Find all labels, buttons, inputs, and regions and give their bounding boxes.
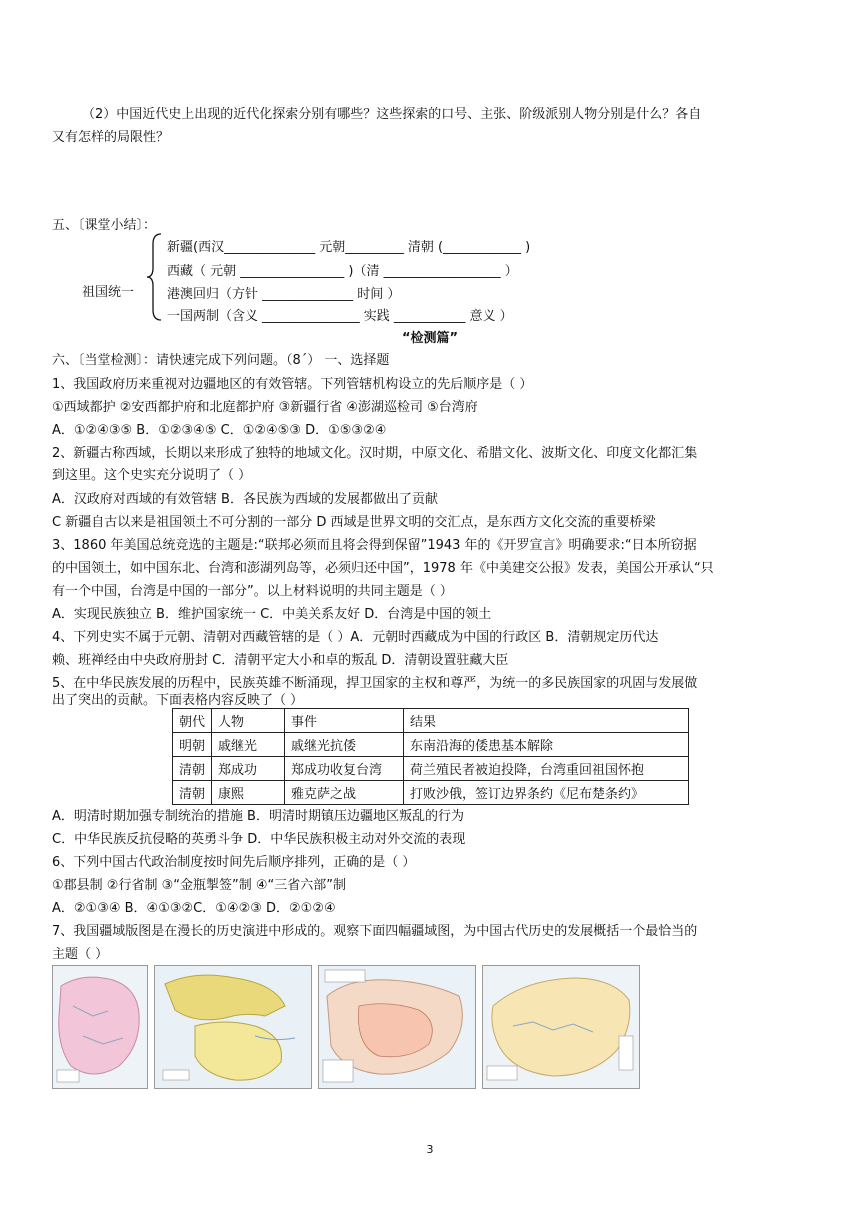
table-cell: 明朝 (173, 733, 212, 757)
table-cell: 郑成功收复台湾 (285, 757, 404, 781)
q2-stem-1: 2、新疆古称西域，长期以来形成了独特的地域文化。汉时期，中原文化、希腊文化、波斯文化、印度文化都汇集 (52, 446, 698, 461)
summary-row-gangao: 港澳回归（方针 ______________ 时间 ） (167, 287, 401, 302)
table-cell: 荷兰殖民者被迫投降，台湾重回祖国怀抱 (404, 757, 689, 781)
table-cell: 雅克萨之战 (285, 781, 404, 805)
summary-row-yiguoliangzhi: 一国两制（含义 _______________ 实践 ___________ 意义 ） (167, 309, 513, 324)
heroes-table (172, 708, 689, 805)
territory-map-2 (154, 965, 312, 1089)
table-header-row (173, 709, 689, 733)
q4-line1: 4、下列史实不属于元朝、清朝对西藏管辖的是（ ）A．元朝时西藏成为中国的行政区 B．清朝规定历代达 (52, 630, 659, 645)
q3-stem-3: 有一个中国，台湾是中国的一部分”。以上材料说明的共同主题是（ ） (52, 584, 453, 599)
q7-stem-1: 7、我国疆域版图是在漫长的历史演进中形成的。观察下面四幅疆域图，为中国古代历史的发展概括一个最恰当的 (52, 924, 698, 939)
q2-stem-2: 到这里。这个史实充分说明了（ ） (52, 468, 252, 483)
summary-heading: 五、〔课堂小结〕： (52, 218, 157, 233)
q1-options: A．①②④③⑤ B．①②③④⑤ C．①②④⑤③ D．①⑤③②④ (52, 423, 387, 438)
q2-line1: （2）中国近代史上出现的近代化探索分别有哪些？这些探索的口号、主张、阶级派别人物分别是什么？各自 (82, 107, 702, 122)
q5-options-2: C．中华民族反抗侵略的英勇斗争 D．中华民族积极主动对外交流的表现 (52, 832, 466, 847)
table-header-cell: 结果 (404, 709, 689, 733)
q6-items: ①郡县制 ②行省制 ③“金瓶掣签”制 ④“三省六部”制 (52, 878, 346, 893)
table-header-cell: 事件 (285, 709, 404, 733)
table-row (173, 757, 689, 781)
section6-heading: 六、〔当堂检测〕：请快速完成下列问题。（8´） 一、选择题 (52, 353, 390, 368)
territory-map-1 (52, 965, 148, 1089)
q4-line2: 赖、班禅经由中央政府册封 C．清朝平定大小和卓的叛乱 D．清朝设置驻藏大臣 (52, 653, 509, 668)
q2-options-2: C 新疆自古以来是祖国领土不可分割的一部分 D 西域是世界文明的交汇点，是东西方文化交流的重要桥梁 (52, 515, 656, 530)
q6-options: A．②①③④ B．④①③②C．①④②③ D．②①②④ (52, 901, 336, 916)
q2-options-1: A．汉政府对西域的有效管辖 B．各民族为西域的发展都做出了贡献 (52, 492, 438, 507)
table-cell: 清朝 (173, 757, 212, 781)
summary-row-xizang: 西藏（ 元朝 ________________ )（清 __________________ ） (167, 264, 518, 279)
q3-stem-1: 3、1860 年美国总统竞选的主题是:“联邦必须而且将会得到保留”1943 年的《开罗宣言》明确要求:“日本所窃据 (52, 538, 697, 553)
summary-row-xinjiang: 新疆(西汉______________ 元朝_________ 清朝 (____________ ) (167, 240, 531, 255)
territory-map-3 (318, 965, 476, 1089)
table-row (173, 733, 689, 757)
q5-stem-1: 5、在中华民族发展的历程中，民族英雄不断涌现，捍卫国家的主权和尊严，为统一的多民族国家的巩固与发展做 (52, 676, 698, 691)
q5-options-1: A．明清时期加强专制统治的措施 B．明清时期镇压边疆地区叛乱的行为 (52, 809, 464, 824)
q2-line2: 又有怎样的局限性？ (52, 130, 170, 145)
q3-options: A．实现民族独立 B．维护国家统一 C．中美关系友好 D．台湾是中国的领土 (52, 607, 492, 622)
table-cell: 戚继光 (212, 733, 285, 757)
q3-stem-2: 的中国领土，如中国东北、台湾和澎湖列岛等，必须归还中国”，1978 年《中美建交公报》发表，美国公开承认“只 (52, 561, 714, 576)
summary-label: 祖国统一 (82, 285, 135, 300)
q6-stem: 6、下列中国古代政治制度按时间先后顺序排列，正确的是（ ） (52, 855, 416, 870)
table-cell: 清朝 (173, 781, 212, 805)
table-cell: 郑成功 (212, 757, 285, 781)
q1-stem: 1、我国政府历来重视对边疆地区的有效管辖。下列管辖机构设立的先后顺序是（ ） (52, 377, 533, 392)
table-cell: 打败沙俄，签订边界条约《尼布楚条约》 (404, 781, 689, 805)
q5-stem-2-visible: 出了突出的贡献。下面表格内容反映了（ ） (52, 693, 304, 708)
table-header-cell: 人物 (212, 709, 285, 733)
q7-stem-2: 主题（ ） (52, 947, 109, 962)
page-number: 3 (426, 1143, 434, 1156)
table-row (173, 781, 689, 805)
brace-icon (145, 232, 165, 322)
territory-map-4 (482, 965, 640, 1089)
q1-items: ①西域都护 ②安西都护府和北庭都护府 ③新疆行省 ④澎湖巡检司 ⑤台湾府 (52, 400, 478, 415)
table-cell: 东南沿海的倭患基本解除 (404, 733, 689, 757)
table-cell: 康熙 (212, 781, 285, 805)
table-header-cell: 朝代 (173, 709, 212, 733)
check-title: “检测篇” (401, 331, 459, 346)
table-cell: 戚继光抗倭 (285, 733, 404, 757)
